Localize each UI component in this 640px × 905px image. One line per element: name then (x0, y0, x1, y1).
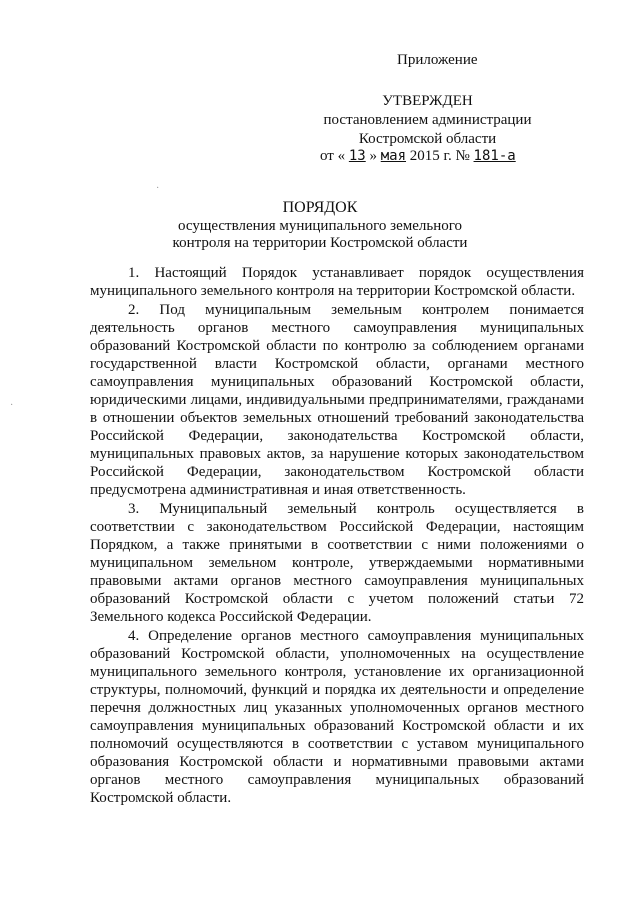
approved-by-line-2: Костромской области (358, 131, 497, 147)
scan-speck: · (156, 183, 160, 194)
document-subtitle (0, 218, 640, 252)
paragraph-2: 2. Под муниципальным земельным контролем понимается деятельность органов местного самоуправления муниципальных образований Костромской области по контролю за соблюдением органами государственной власти Костромской области, органами местного самоуправления муниципальных образований Костромской области, юридическими лицами, индивидуальными предпринимателями, гражданами в отношении объектов земельных отношений требований законодательства Российской Федерации, законодательства Костромской области, муниципальных правовых актов, за нарушение которых законодательством Российской Федерации, законодательством Костромской области предусмотрена административная и иная ответственность. (90, 302, 584, 498)
decree-from: от « (320, 148, 346, 164)
decree-quote-close: » (369, 148, 377, 164)
decree-month: мая (380, 148, 407, 164)
document-body (90, 264, 584, 808)
decree-number: 181-а (473, 148, 516, 164)
paragraph-4: 4. Определение органов местного самоуправления муниципальных образований Костромской области, уполномоченных на осуществление муниципального земельного контроля, установление их организационной структуры, полномочий, функций и порядка их деятельности и определение перечня должностных лиц указанных уполномоченных органов местного самоуправления муниципальных образований Костромской области и их полномочий осуществляются в соответствии с уставом муниципального образования Костромской области и нормативными правовыми актами органов местного самоуправления муниципальных образований Костромской области. (90, 628, 584, 806)
decree-day: 13 (348, 148, 366, 164)
appendix-label: Приложение (397, 52, 478, 68)
decree-reference (320, 148, 516, 165)
subtitle-line-2: контроля на территории Костромской области (172, 235, 468, 251)
paragraph-1: 1. Настоящий Порядок устанавливает порядок осуществления муниципального земельного контроля на территории Костромской области. (90, 265, 584, 299)
approval-block (300, 92, 555, 149)
decree-year: 2015 г. № (409, 148, 470, 164)
approved-heading: УТВЕРЖДЕН (382, 93, 473, 109)
scan-speck: · (10, 400, 14, 411)
paragraph-3: 3. Муниципальный земельный контроль осуществляется в соответствии с законодательством Российской Федерации, настоящим Порядком, а также принятыми в соответствии с ними положениями о муниципальном земельном контроле, утверждаемыми нормативными правовыми актами органов местного самоуправления муниципальных образований Костромской области с учетом положений статьи 72 Земельного кодекса Российской Федерации. (90, 501, 584, 625)
document-title: ПОРЯДОК (282, 199, 358, 216)
approved-by-line-1: постановлением администрации (323, 112, 532, 128)
subtitle-line-1: осуществления муниципального земельного (177, 218, 463, 234)
